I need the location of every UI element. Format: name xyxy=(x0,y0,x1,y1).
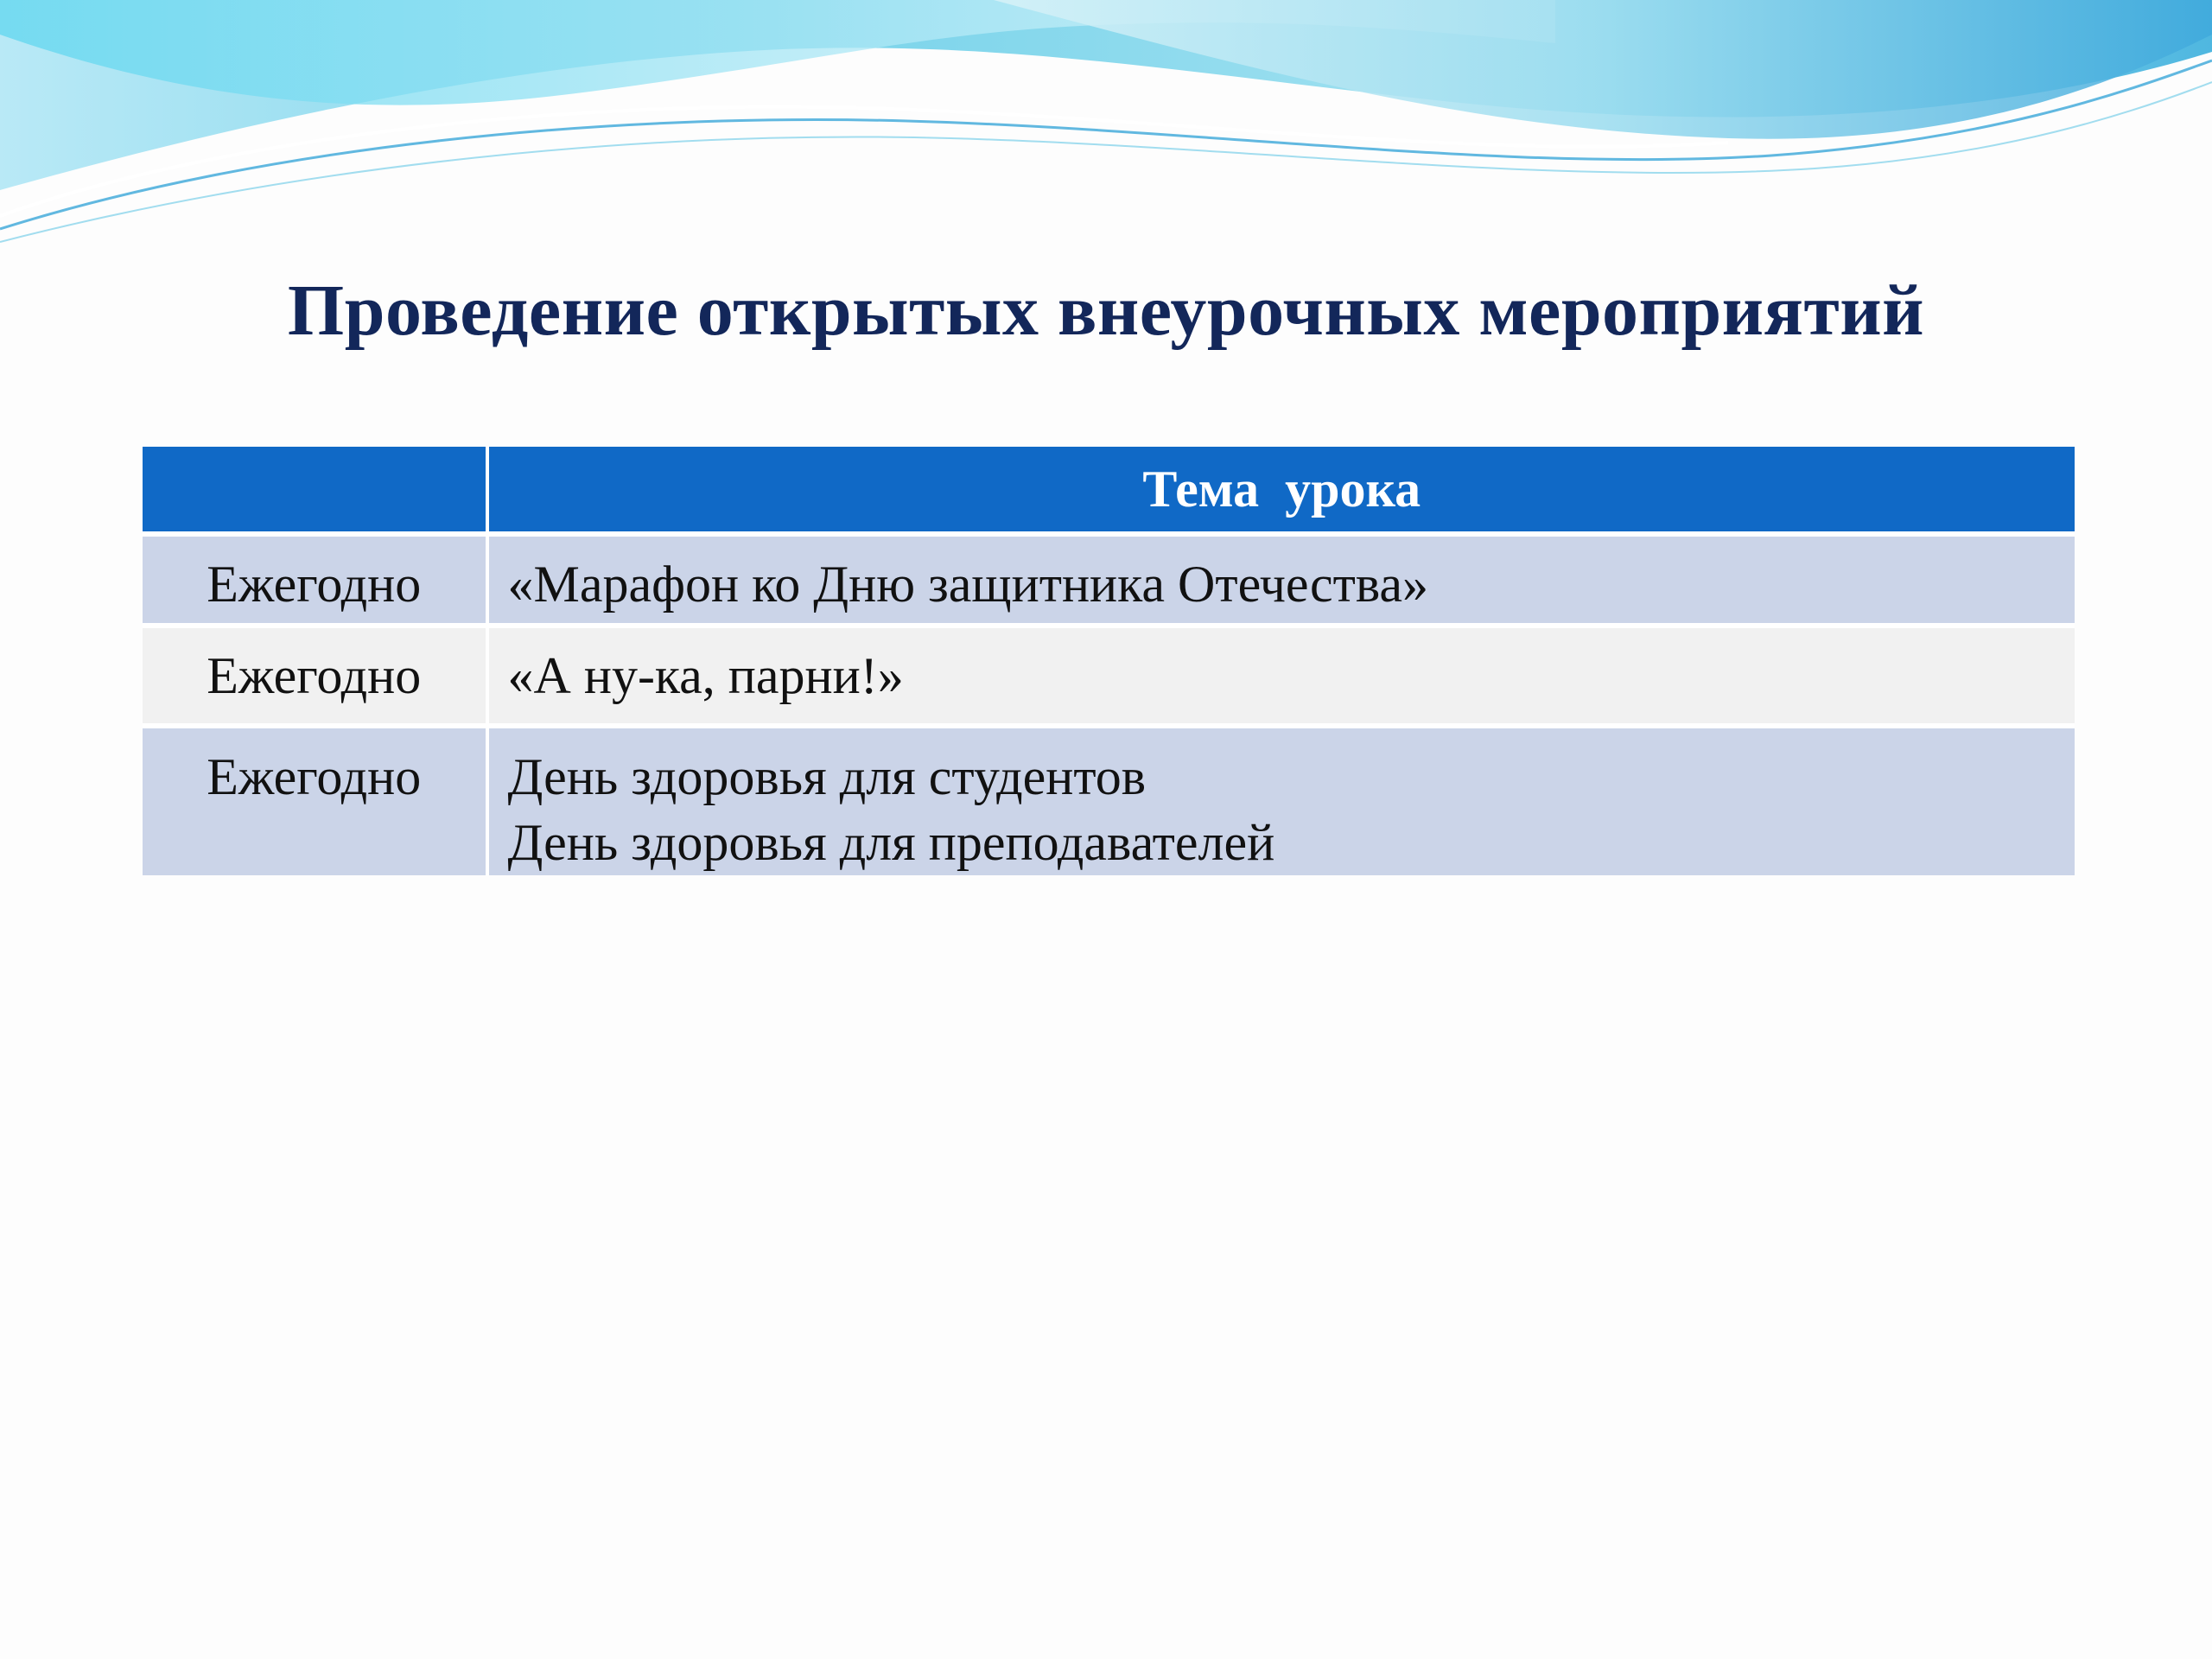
events-table xyxy=(143,447,2075,875)
table-row xyxy=(143,623,2075,723)
decorative-wave-header xyxy=(0,0,2212,259)
header-cell-topic: Тема урока xyxy=(489,447,2075,531)
table-row xyxy=(143,723,2075,875)
topic-line: День здоровья для студентов xyxy=(507,748,1147,805)
cell-topic: «А ну-ка, парни!» xyxy=(489,623,2075,723)
cell-topic xyxy=(489,723,2075,875)
slide-title: Проведение открытых внеурочных мероприятий xyxy=(287,270,1925,351)
cell-when: Ежегодно xyxy=(143,531,489,623)
table-header-row xyxy=(143,447,2075,531)
cell-topic: «Марафон ко Дню защитника Отечества» xyxy=(489,531,2075,623)
header-cell-empty xyxy=(143,447,489,531)
cell-when: Ежегодно xyxy=(143,723,489,875)
cell-when: Ежегодно xyxy=(143,623,489,723)
topic-line: День здоровья для преподавателей xyxy=(507,814,1275,871)
table-row xyxy=(143,531,2075,623)
